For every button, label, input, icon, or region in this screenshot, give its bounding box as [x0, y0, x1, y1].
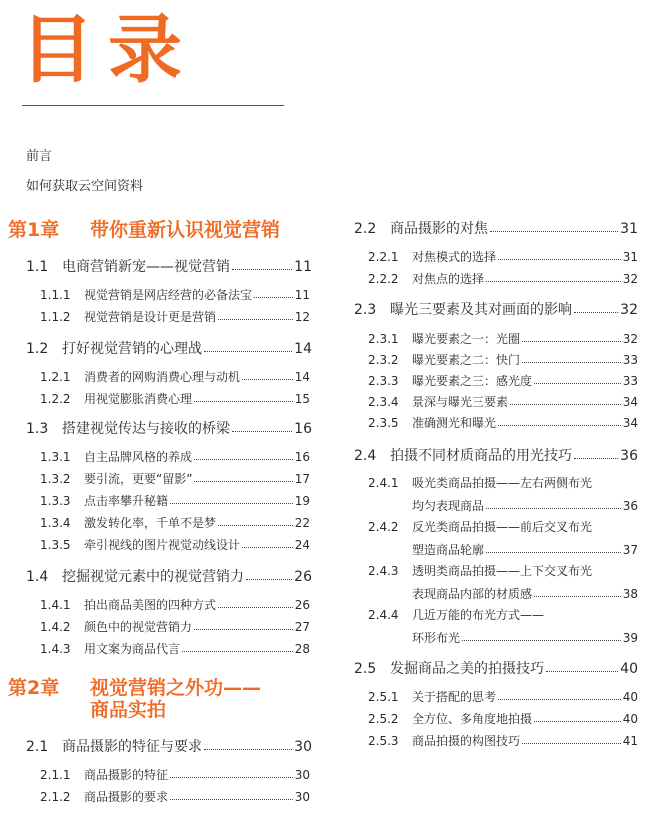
- title-divider: [22, 105, 284, 106]
- toc-subsection-2-4-4-cont: 环形布光 39: [412, 631, 638, 645]
- chapter-title-line-1: 视觉营销之外功——: [90, 677, 262, 699]
- chapter-number: 第1章: [8, 219, 60, 241]
- chapter-2-heading: [8, 676, 262, 721]
- toc-subsection-2-4-3: 2.4.3 透明类商品拍摄——上下交叉布光: [368, 564, 593, 578]
- toc-subsection-2-4-1: 2.4.1 吸光类商品拍摄——左右两侧布光: [368, 476, 593, 490]
- toc-subsection-2-2-1: 2.2.1 对焦模式的选择 31: [368, 250, 638, 264]
- toc-subsection-2-5-2: 2.5.2 全方位、多角度地拍摄 40: [368, 712, 638, 726]
- toc-subsection-1-2-1: 1.2.1 消费者的网购消费心理与动机 14: [40, 370, 310, 384]
- toc-subsection-2-4-3-cont: 表现商品内部的材质感 38: [412, 587, 638, 601]
- toc-subsection-2-3-1: 2.3.1 曝光要素之一：光圈 32: [368, 332, 638, 346]
- toc-subsection-1-3-4: 1.3.4 激发转化率，千单不是梦 22: [40, 516, 310, 530]
- toc-subsection-2-4-2: 2.4.2 反光类商品拍摄——前后交叉布光: [368, 520, 593, 534]
- toc-section-2-4: 2.4 拍摄不同材质商品的用光技巧 36: [354, 448, 638, 464]
- toc-subsection-2-3-4: 2.3.4 景深与曝光三要素 34: [368, 395, 638, 409]
- toc-subsection-1-3-2: 1.3.2 要引流，更要“留影” 17: [40, 472, 310, 486]
- toc-subsection-1-2-2: 1.2.2 用视觉膨胀消费心理 15: [40, 392, 310, 406]
- toc-subsection-1-3-3: 1.3.3 点击率攀升秘籍 19: [40, 494, 310, 508]
- toc-section-2-2: 2.2 商品摄影的对焦 31: [354, 221, 638, 237]
- toc-section-1-3: 1.3 搭建视觉传达与接收的桥梁 16: [26, 421, 312, 437]
- toc-subsection-1-4-1: 1.4.1 拍出商品美图的四种方式 26: [40, 598, 310, 612]
- front-matter-preface: 前言: [26, 149, 53, 164]
- toc-subsection-2-1-2: 2.1.2 商品摄影的要求 30: [40, 790, 310, 804]
- toc-subsection-2-5-1: 2.5.1 关于搭配的思考 40: [368, 690, 638, 704]
- toc-section-1-1: 1.1 电商营销新宠——视觉营销 11: [26, 259, 312, 275]
- toc-section-2-5: 2.5 发掘商品之美的拍摄技巧 40: [354, 661, 638, 677]
- toc-section-1-2: 1.2 打好视觉营销的心理战 14: [26, 341, 312, 357]
- toc-subsection-1-3-5: 1.3.5 牵引视线的图片视觉动线设计 24: [40, 538, 310, 552]
- toc-subsection-1-1-1: 1.1.1 视觉营销是网店经营的必备法宝 11: [40, 288, 310, 302]
- toc-subsection-1-4-3: 1.4.3 用文案为商品代言 28: [40, 642, 310, 656]
- chapter-number: 第2章: [8, 677, 60, 699]
- toc-subsection-1-4-2: 1.4.2 颜色中的视觉营销力 27: [40, 620, 310, 634]
- toc-subsection-2-5-3: 2.5.3 商品拍摄的构图技巧 41: [368, 734, 638, 748]
- toc-subsection-1-3-1: 1.3.1 自主品牌风格的养成 16: [40, 450, 310, 464]
- toc-subsection-2-1-1: 2.1.1 商品摄影的特征 30: [40, 768, 310, 782]
- chapter-title-line-2: 商品实拍: [90, 699, 167, 721]
- toc-section-2-1: 2.1 商品摄影的特征与要求 30: [26, 739, 312, 755]
- toc-section-1-4: 1.4 挖掘视觉元素中的视觉营销力 26: [26, 569, 312, 585]
- toc-subsection-2-3-3: 2.3.3 曝光要素之三：感光度 33: [368, 374, 638, 388]
- toc-section-2-3: 2.3 曝光三要素及其对画面的影响 32: [354, 302, 638, 318]
- toc-subsection-2-4-1-cont: 均匀表现商品 36: [412, 499, 638, 513]
- front-matter-cloud-resources: 如何获取云空间资料: [26, 179, 144, 194]
- chapter-1-heading: [8, 218, 280, 242]
- toc-subsection-2-3-2: 2.3.2 曝光要素之二：快门 33: [368, 353, 638, 367]
- chapter-title: 带你重新认识视觉营销: [90, 219, 281, 241]
- page-title: 目录: [20, 7, 196, 93]
- toc-subsection-2-4-2-cont: 塑造商品轮廓 37: [412, 543, 638, 557]
- toc-subsection-2-4-4: 2.4.4 几近万能的布光方式——: [368, 608, 545, 622]
- toc-subsection-2-3-5: 2.3.5 准确测光和曝光 34: [368, 416, 638, 430]
- toc-subsection-1-1-2: 1.1.2 视觉营销是设计更是营销 12: [40, 310, 310, 324]
- toc-subsection-2-2-2: 2.2.2 对焦点的选择 32: [368, 272, 638, 286]
